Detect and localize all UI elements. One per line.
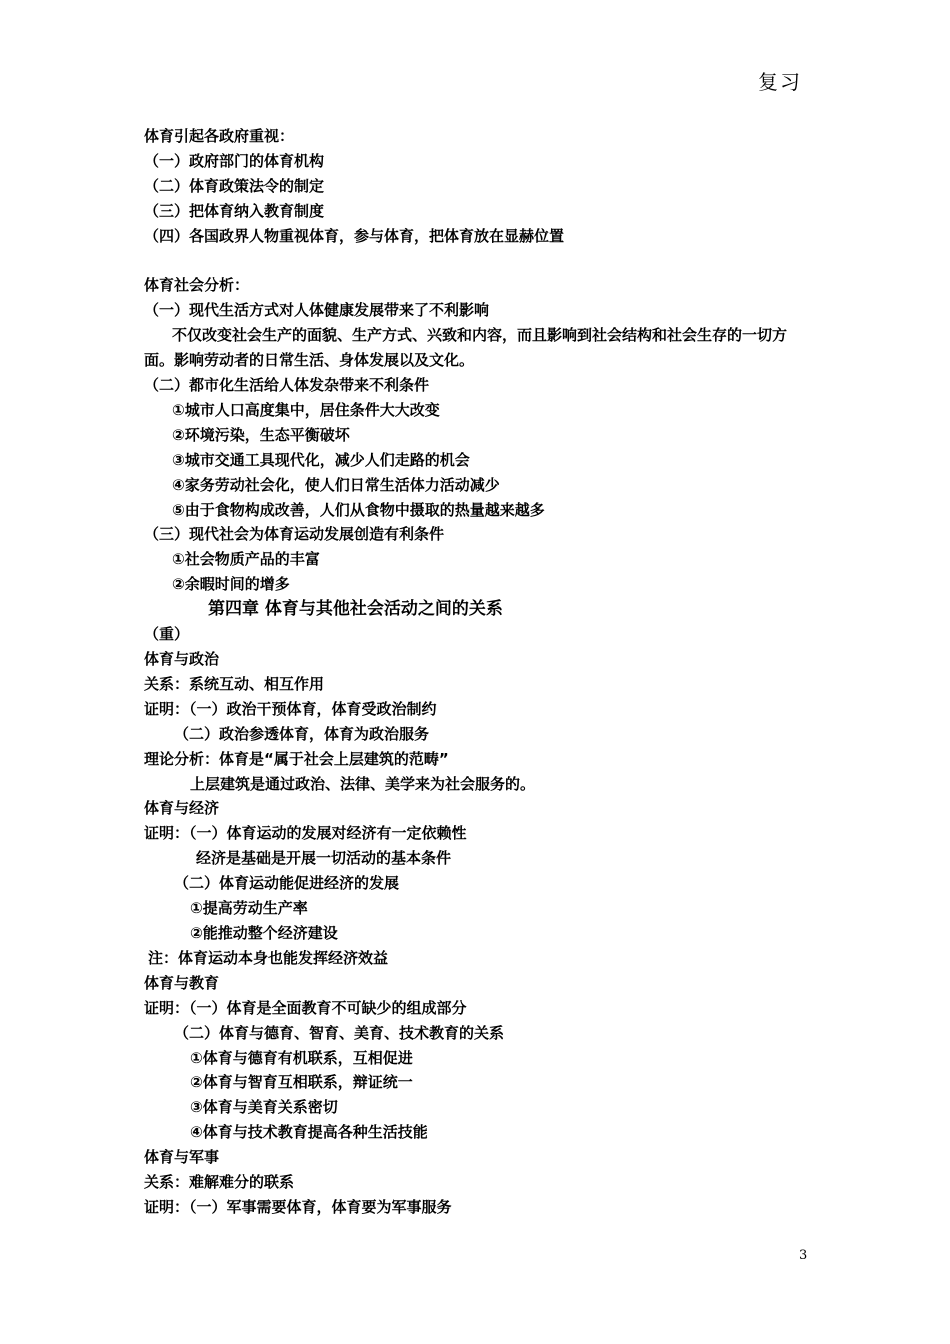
text-line: （二）政治参透体育，体育为政治服务 xyxy=(174,724,430,743)
text-line: （一）现代生活方式对人体健康发展带来了不利影响 xyxy=(144,301,490,320)
document-body xyxy=(144,124,814,1220)
text-line: 经济是基础是开展一切活动的基本条件 xyxy=(196,849,452,868)
text-line: （重） xyxy=(144,625,190,644)
text-line: 体育引起各政府重视： xyxy=(144,127,295,145)
text-line: ①社会物质产品的丰富 xyxy=(172,550,320,569)
text-line: 关系：难解难分的联系 xyxy=(144,1173,295,1192)
text-line: ③体育与美育关系密切 xyxy=(190,1098,338,1117)
text-line: 证明：（一）政治干预体育，体育受政治制约 xyxy=(144,699,437,718)
blank-line xyxy=(144,249,814,274)
text-line: ②能推动整个经济建设 xyxy=(190,923,338,942)
text-line: 证明：（一）军事需要体育，体育要为军事服务 xyxy=(144,1197,452,1216)
text-line: （二）体育运动能促进经济的发展 xyxy=(174,874,400,893)
text-line: 注：体育运动本身也能发挥经济效益 xyxy=(148,948,389,967)
text-line: 证明：（一）体育运动的发展对经济有一定依赖性 xyxy=(144,824,467,843)
text-line: 理论分析：体育是“属于社会上层建筑的范畴” xyxy=(144,749,449,768)
text-line: 体育与政治 xyxy=(144,650,220,669)
text-line: ①体育与德育有机联系，互相促进 xyxy=(190,1048,413,1067)
text-line: ①提高劳动生产率 xyxy=(190,899,308,918)
text-line: ②余暇时间的增多 xyxy=(172,575,290,594)
text-line: 证明：（一）体育是全面教育不可缺少的组成部分 xyxy=(144,998,467,1017)
chapter-heading: 第四章 体育与其他社会活动之间的关系 xyxy=(208,599,503,620)
text-line: （二）体育与德育、智育、美育、技术教育的关系 xyxy=(174,1023,505,1042)
text-line: 不仅改变社会生产的面貌、生产方式、兴致和内容，而且影响到社会结构和社会生存的一切方面。影响劳动者的日常生活、身体发展以及文化。 xyxy=(144,326,788,370)
text-line: （三）把体育纳入教育制度 xyxy=(144,201,325,220)
text-line: ③城市交通工具现代化，减少人们走路的机会 xyxy=(172,450,470,469)
text-line: 体育社会分析： xyxy=(144,276,250,295)
text-line: （二）体育政策法令的制定 xyxy=(144,176,325,195)
text-line: 体育与军事 xyxy=(144,1148,220,1167)
text-line: （四）各国政界人物重视体育，参与体育，把体育放在显赫位置 xyxy=(144,226,565,245)
text-line: ⑤由于食物构成改善，人们从食物中摄取的热量越来越多 xyxy=(172,500,545,519)
text-line: 关系：系统互动、相互作用 xyxy=(144,674,325,693)
text-line: （二）都市化生活给人体发杂带来不利条件 xyxy=(144,376,430,395)
text-line: ②体育与智育互相联系，辩证统一 xyxy=(190,1073,413,1092)
text-line: （一）政府部门的体育机构 xyxy=(144,151,325,170)
text-line: （三）现代社会为体育运动发展创造有利条件 xyxy=(144,525,445,544)
text-line: ④家务劳动社会化，使人们日常生活体力活动减少 xyxy=(172,475,500,494)
page-number: 3 xyxy=(799,1248,808,1263)
text-line: ②环境污染，生态平衡破坏 xyxy=(172,425,350,444)
running-header: 复习 xyxy=(758,70,802,94)
text-line: 体育与教育 xyxy=(144,973,220,992)
text-line: ④体育与技术教育提高各种生活技能 xyxy=(190,1123,428,1142)
text-line: 体育与经济 xyxy=(144,799,220,818)
text-line: ①城市人口高度集中，居住条件大大改变 xyxy=(172,400,440,419)
text-line: 上层建筑是通过政治、法律、美学来为社会服务的。 xyxy=(190,774,536,793)
